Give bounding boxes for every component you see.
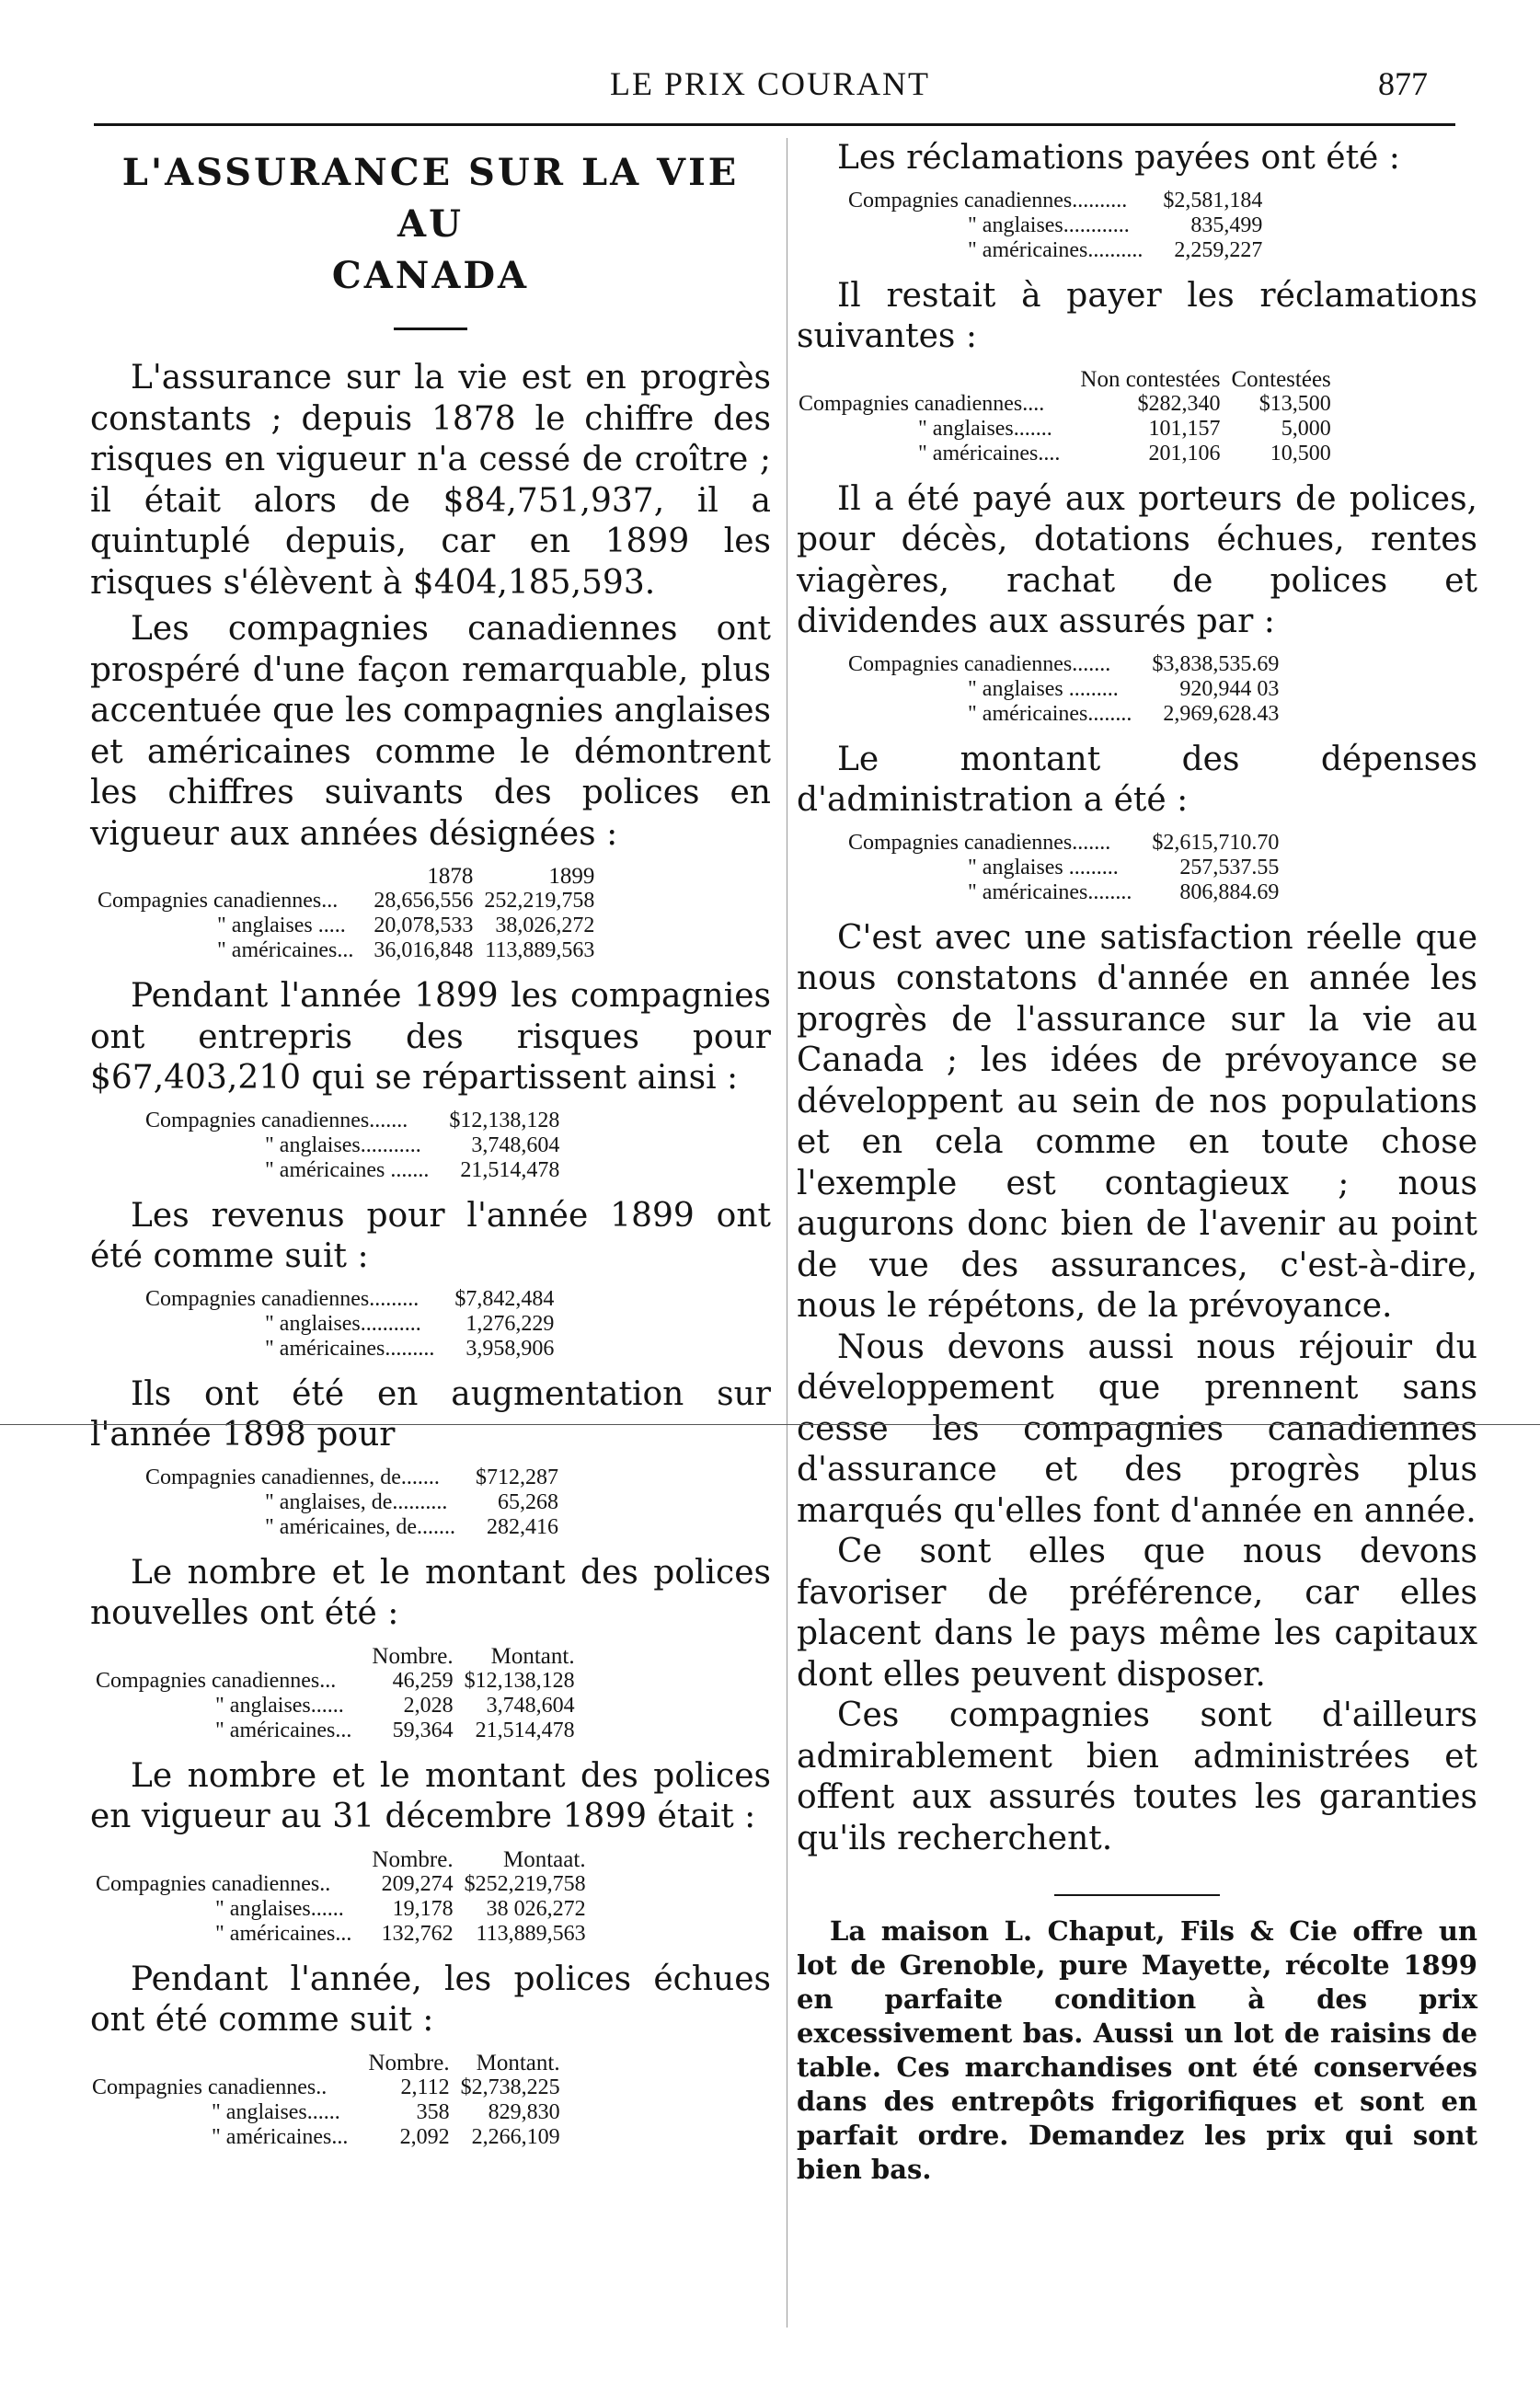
table-row: " américaines ....... 21,514,478	[265, 1157, 560, 1182]
paragraph-2: Les compagnies canadiennes ont prospéré d'une façon remarquable, plus accentuée que les compagnies anglaises et américaines comme le démontrent les chiffres suivants des polices en vigueur aux années désignées :	[90, 610, 771, 853]
table-header: Montant.	[476, 2050, 560, 2075]
table-revenues-1899	[145, 1287, 554, 1362]
table-row: Compagnies canadiennes.......... $2,581,184	[848, 188, 1263, 213]
table-row: " anglaises ..... 20,078,533 38,026,272	[217, 914, 595, 937]
table-row: " américaines........ 806,884.69	[968, 879, 1280, 904]
article-title	[90, 147, 771, 302]
paragraph-7: Le nombre et le montant des polices en vigueur au 31 décembre 1899 était :	[90, 1756, 771, 1835]
right-column	[797, 138, 1477, 2187]
table-row: Compagnies canadiennes.. 2,112 $2,738,225	[92, 2075, 560, 2099]
table-row: " américaines, de....... 282,416	[265, 1514, 559, 1539]
clipping-edge-line	[0, 1424, 1540, 1425]
paragraph-13: C'est avec une satisfaction réelle que nous constatons d'année en année les progrès de l'assurance sur la vie au Canada ; les idées de prévoyance se développent au sein de nos populations et en cela comme en toute chose l'exemple est contagieux ; nous augurons donc bien de l'avenir au point de vue des assurances, c'est-à-dire, nous le répétons, de la prévoyance.	[797, 918, 1477, 1325]
table-header: Nombre.	[368, 2050, 450, 2075]
paragraph-6: Le nombre et le montant des polices nouvelles ont été :	[90, 1553, 771, 1632]
table-row: " américaines.... 201,106 10,500	[918, 441, 1331, 466]
paragraph-12: Le montant des dépenses d'administration a été :	[797, 740, 1477, 819]
journal-title: LE PRIX COURANT	[609, 65, 930, 102]
table-row: Compagnies canadiennes.... $282,340 $13,500	[799, 391, 1331, 416]
table-header: Nombre.	[372, 1643, 454, 1669]
table-row: Compagnies canadiennes... 28,656,556 252,219,758	[98, 889, 595, 913]
table-row: " anglaises........... 3,748,604	[265, 1132, 560, 1157]
table-header: Montaat.	[503, 1846, 586, 1872]
table-row: " américaines... 36,016,848 113,889,563	[217, 938, 595, 962]
left-column	[90, 138, 771, 2163]
table-row: " anglaises...... 2,028 3,748,604	[215, 1693, 575, 1718]
table-row: " américaines......... 3,958,906	[265, 1336, 555, 1361]
table-row: Compagnies canadiennes......... $7,842,484	[145, 1286, 555, 1311]
paragraph-4: Les revenus pour l'année 1899 ont été comme suit :	[90, 1196, 771, 1275]
table-row: Compagnies canadiennes....... $3,838,535.69	[848, 651, 1280, 676]
article-title-line-1: L'ASSURANCE SUR LA VIE AU	[121, 151, 740, 246]
paragraph-14: Nous devons aussi nous réjouir du développement que prennent sans cesse les compagnies canadiennes d'assurance et des progrès plus marqués qu'elles font d'année en année.	[797, 1328, 1477, 1530]
title-rule	[394, 328, 467, 330]
table-row: Compagnies canadiennes....... $12,138,128	[145, 1108, 560, 1132]
table-header: Nombre.	[372, 1846, 454, 1872]
table-increase-1898	[145, 1466, 558, 1540]
paragraph-16: Ces compagnies sont d'ailleurs admirablement bien administrées et offent aux assurés toutes les garanties qu'ils recherchent.	[797, 1696, 1477, 1857]
paragraph-8: Pendant l'année, les polices échues ont été comme suit :	[90, 1960, 771, 2039]
table-row: " anglaises ......... 920,944 03	[968, 676, 1280, 701]
paragraph-5: Ils ont été en augmentation sur l'année 1898 pour	[90, 1374, 771, 1454]
header-rule	[94, 123, 1455, 126]
table-header: 1878	[427, 864, 474, 889]
table-row: " américaines... 59,364 21,514,478	[215, 1718, 575, 1742]
table-header: Contestées	[1231, 366, 1331, 392]
table-row: Compagnies canadiennes....... $2,615,710.70	[848, 830, 1280, 855]
table-header: Non contestées	[1080, 366, 1221, 392]
table-risks-1899	[145, 1109, 559, 1183]
table-row: " anglaises, de.......... 65,268	[265, 1489, 559, 1514]
table-payments-to-holders	[848, 652, 1279, 727]
table-row: " américaines........ 2,969,628.43	[968, 701, 1280, 726]
table-policies-1878-1899	[98, 864, 594, 963]
table-matured-policies	[92, 2051, 560, 2150]
table-row: " anglaises...... 358 829,830	[212, 2099, 560, 2124]
paragraph-15: Ce sont elles que nous devons favoriser de préférence, car elles placent dans le pays même les capitaux dont elles peuvent disposer.	[797, 1533, 1477, 1694]
table-admin-expenses	[848, 831, 1279, 905]
table-row: " anglaises........... 1,276,229	[265, 1311, 555, 1336]
paragraph-11: Il a été payé aux porteurs de polices, pour décès, dotations échues, rentes viagères, rachat de polices et dividendes aux assurés par :	[797, 479, 1477, 640]
table-new-policies	[96, 1644, 575, 1743]
paragraph-9: Les réclamations payées ont été :	[837, 139, 1400, 177]
paragraph-10: Il restait à payer les réclamations suivantes :	[797, 276, 1477, 355]
table-row: " anglaises ......... 257,537.55	[968, 855, 1280, 879]
table-row: " anglaises....... 101,157 5,000	[918, 416, 1331, 441]
page-header	[0, 55, 1540, 110]
table-row: Compagnies canadiennes, de....... $712,287	[145, 1465, 559, 1489]
paragraph-1: L'assurance sur la vie est en progrès constants ; depuis 1878 le chiffre des risques en vigueur n'a cessé de croître ; il était alors de $84,751,937, il a quintuplé depuis, car en 1899 les risques s'élèvent à $404,185,593.	[90, 359, 771, 602]
table-row: " américaines... 132,762 113,889,563	[215, 1921, 586, 1946]
table-header: 1899	[548, 864, 595, 889]
table-row: Compagnies canadiennes.. 209,274 $252,219,758	[96, 1871, 586, 1896]
section-separator	[1054, 1894, 1220, 1896]
page-number: 877	[1378, 65, 1428, 102]
table-policies-in-force	[96, 1847, 586, 1947]
table-row: Compagnies canadiennes... 46,259 $12,138,128	[96, 1668, 575, 1693]
table-row: " américaines... 2,092 2,266,109	[212, 2124, 560, 2149]
notice-paragraph: La maison L. Chaput, Fils & Cie offre un lot de Grenoble, pure Mayette, récolte 1899 en parfaite condition à des prix excessivement bas. Aussi un lot de raisins de table. Ces marchandises ont été conservées dans des entrepôts frigorifiques et sont en parfait ordre. Demandez les prix qui sont bien bas.	[797, 1915, 1477, 2185]
article-title-line-2: CANADA	[331, 254, 530, 297]
table-claims-paid	[848, 189, 1262, 263]
table-row: " américaines.......... 2,259,227	[968, 237, 1263, 262]
table-claims-outstanding	[799, 367, 1331, 466]
table-row: " anglaises............ 835,499	[968, 213, 1263, 237]
paragraph-3: Pendant l'année 1899 les compagnies ont entrepris des risques pour $67,403,210 qui se répartissent ainsi :	[90, 977, 771, 1097]
table-row: " anglaises...... 19,178 38 026,272	[215, 1896, 586, 1921]
table-header: Montant.	[490, 1643, 575, 1669]
